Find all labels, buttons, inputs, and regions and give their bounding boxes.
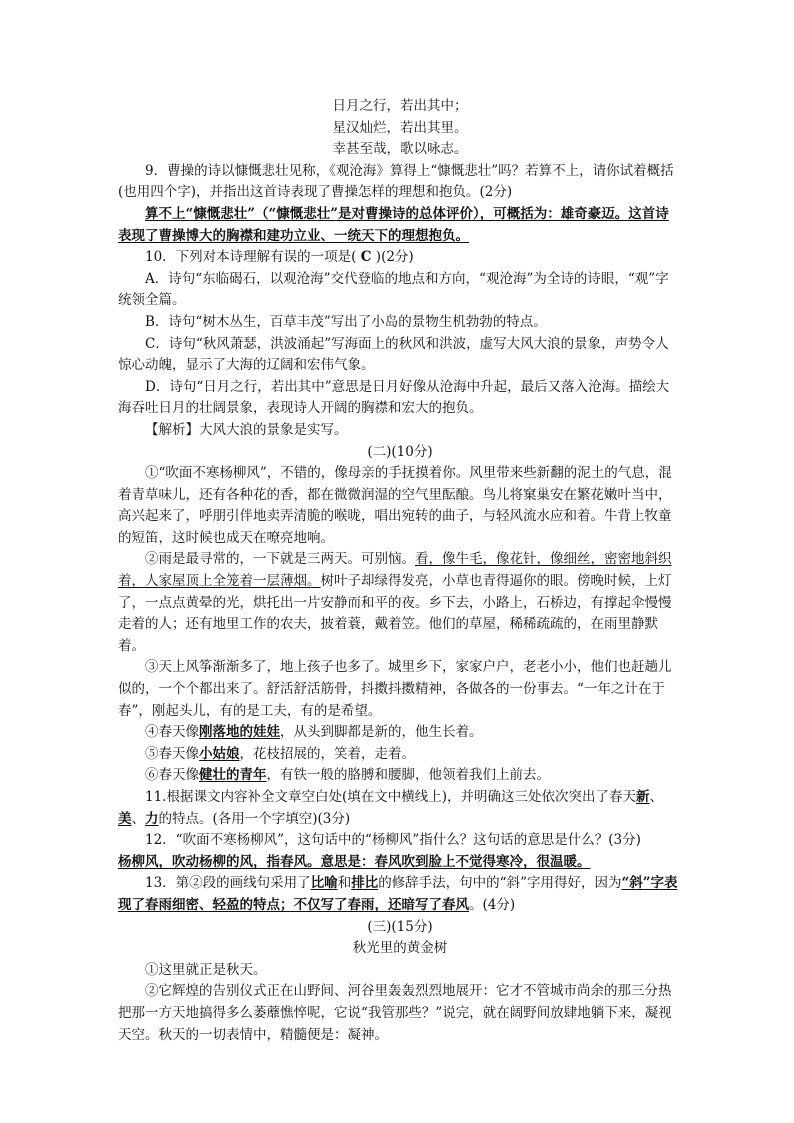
blank-answer-3: 健壮的青年 (199, 767, 267, 784)
paragraph-4-rest: ，从头到脚都是新的，他生长着。 (280, 724, 483, 741)
option-a: A．诗句“东临碣石，以观沧海”交代登临的地点和方向，“观沧海”为全诗的诗眼，“观”字统领全篇。 (118, 270, 669, 309)
question-11-rest: 的特点。(各用一个字填空)(3分) (158, 810, 351, 827)
underlined-sentence: 看，像牛毛，像花针，像细丝，密密地斜织着，人家屋顶上全笼着一层薄烟。 (118, 551, 672, 590)
answer-13-3: “斜”字表现了春雨细密、轻盈的特点；不仅写了春雨，还暗写了春风 (118, 875, 678, 913)
answer-11-2: 美 (118, 810, 132, 827)
paragraph-6-rest: ，有铁一般的胳膊和腰脚，他领着我们上前去。 (266, 767, 550, 784)
passage-title: 秋光里的黄金树 (352, 940, 448, 957)
passage-paragraph-1: ①“吹面不寒杨柳风”，不错的，像母亲的手抚摸着你。风里带来些新翻的泥土的气息，混着青草味儿，还有各种花的香，都在微微润湿的空气里酝酿。鸟儿将窠巢安在繁花嫩叶当中，高兴起来了，呼朋引伴地卖弄清脆的喉咙，唱出宛转的曲子，与轻风流水应和着。牛背上牧童的短笛，这时候也成天在嘹亮地响。 (118, 465, 672, 546)
analysis-10: 【解析】大风大浪的景象是实写。 (145, 421, 348, 438)
question-12: 12．“吹面不寒杨柳风”，这句话中的“杨柳风”指什么？这句话的意思是什么？(3分) (145, 832, 641, 849)
section-2-heading: (二)(10分) (367, 443, 433, 460)
question-11 (118, 787, 682, 830)
passage-paragraph-5 (118, 744, 682, 766)
answer-12: 杨柳风，吹动杨柳的风，指春风。意思是：春风吹到脸上不觉得寒冷，很温暖。 (118, 853, 591, 870)
paragraph-6-start: ⑥春天像 (145, 767, 199, 784)
separator: 、 (131, 810, 145, 827)
passage-paragraph-3: ③天上风筝渐渐多了，地上孩子也多了。城里乡下，家家户户，老老小小，他们也赶趟儿似的，一个个都出来了。舒活舒活筋骨，抖擞抖擞精神，各做各的一份事去。“一年之计在于春”，刚起头儿，有的是工夫，有的是希望。 (118, 659, 672, 719)
passage-paragraph-4 (118, 722, 682, 744)
poem-line: 日月之行，若出其中； (332, 98, 468, 114)
paragraph-5-start: ⑤春天像 (145, 745, 199, 762)
option-c: C．诗句“秋风萧瑟，洪波涌起”写海面上的秋风和洪波，虚写大风大浪的景象，声势令人惊心动魄，显示了大海的辽阔和宏伟气象。 (118, 335, 669, 374)
question-13-points: 。(4分) (469, 896, 516, 913)
paragraph-2-start: ②雨是最寻常的，一下就是三两天。可别恼。 (145, 551, 415, 568)
passage-3-paragraph-2: ②它辉煌的告别仪式正在山野间、河谷里轰轰烈烈地展开：它才不管城市尚余的那三分热把那一方天地搞得多么萎蘼憔悴呢，它说“我管那些？”说完，就在阔野间放肆地躺下来，凝视天空。秋天的一切表情中，精髓便是：凝神。 (118, 983, 672, 1043)
question-10-points: )(2分) (375, 249, 414, 266)
question-10 (118, 247, 682, 269)
answer-13-1: 比喻 (310, 875, 338, 892)
document-body (118, 96, 682, 1046)
answer-10: C (360, 249, 372, 266)
option-d: D．诗句“日月之行，若出其中”意思是日月好像从沧海中升起，最后又落入沧海。描绘大海吞吐日月的壮阔景象，表现诗人开阔的胸襟和宏大的抱负。 (118, 378, 670, 417)
blank-answer-1: 刚落地的娃娃 (199, 724, 280, 741)
passage-3-paragraph-1: ①这里就正是秋天。 (145, 961, 267, 978)
answer-9: 算不上“慷慨悲壮”（“慷慨悲壮”是对曹操诗的总体评价），可概括为：雄奇豪迈。这首诗表现了曹操博大的胸襟和建功立业、一统天下的理想抱负。 (118, 205, 669, 244)
passage-paragraph-6 (118, 765, 682, 787)
question-13 (118, 873, 682, 916)
answer-13-2: 排比 (351, 875, 379, 892)
question-13-middle: 的修辞手法，句中的“斜”字用得好，因为 (378, 875, 622, 892)
answer-11-3: 力 (145, 810, 159, 827)
paragraph-2-rest: 树叶子却绿得发亮，小草也青得逼你的眼。傍晚时候，上灯了，一点点黄晕的光，烘托出一片安静而和平的夜。乡下去，小路上，石桥边，有撑起伞慢慢走着的人；还有地里工作的农夫，披着蓑，戴着笠。他们的草屋，稀稀疏疏的，在雨里静默着。 (118, 573, 672, 654)
section-3-heading: (三)(15分) (367, 918, 433, 935)
option-b: B．诗句“树木丛生，百草丰茂”写出了小岛的景物生机勃勃的特点。 (145, 313, 547, 330)
question-10-stem: 10．下列对本诗理解有误的一项是( (145, 249, 357, 266)
poem-line: 幸甚至哉，歌以咏志。 (332, 141, 468, 158)
question-9: 9．曹操的诗以慷慨悲壮见称，《观沧海》算得上“慷慨悲壮”吗？若算不上，请你试着概括(也用四个字)，并指出这首诗表现了曹操怎样的理想和抱负。(2分) (118, 162, 674, 201)
blank-answer-2: 小姑娘 (199, 745, 240, 762)
paragraph-5-rest: ，花枝招展的，笑着，走着。 (239, 745, 415, 762)
answer-11-1: 新 (636, 789, 650, 805)
paragraph-4-start: ④春天像 (145, 724, 199, 741)
passage-paragraph-2 (118, 549, 682, 657)
poem-line: 星汉灿烂，若出其里。 (332, 119, 468, 136)
question-11-stem: 11.根据课文内容补全文章空白处(填在文中横线上)，并明确这三处依次突出了春天 (145, 789, 637, 805)
separator: 、 (649, 789, 664, 805)
connector: 和 (337, 875, 352, 892)
question-13-stem: 13．第②段的画线句采用了 (145, 875, 311, 892)
